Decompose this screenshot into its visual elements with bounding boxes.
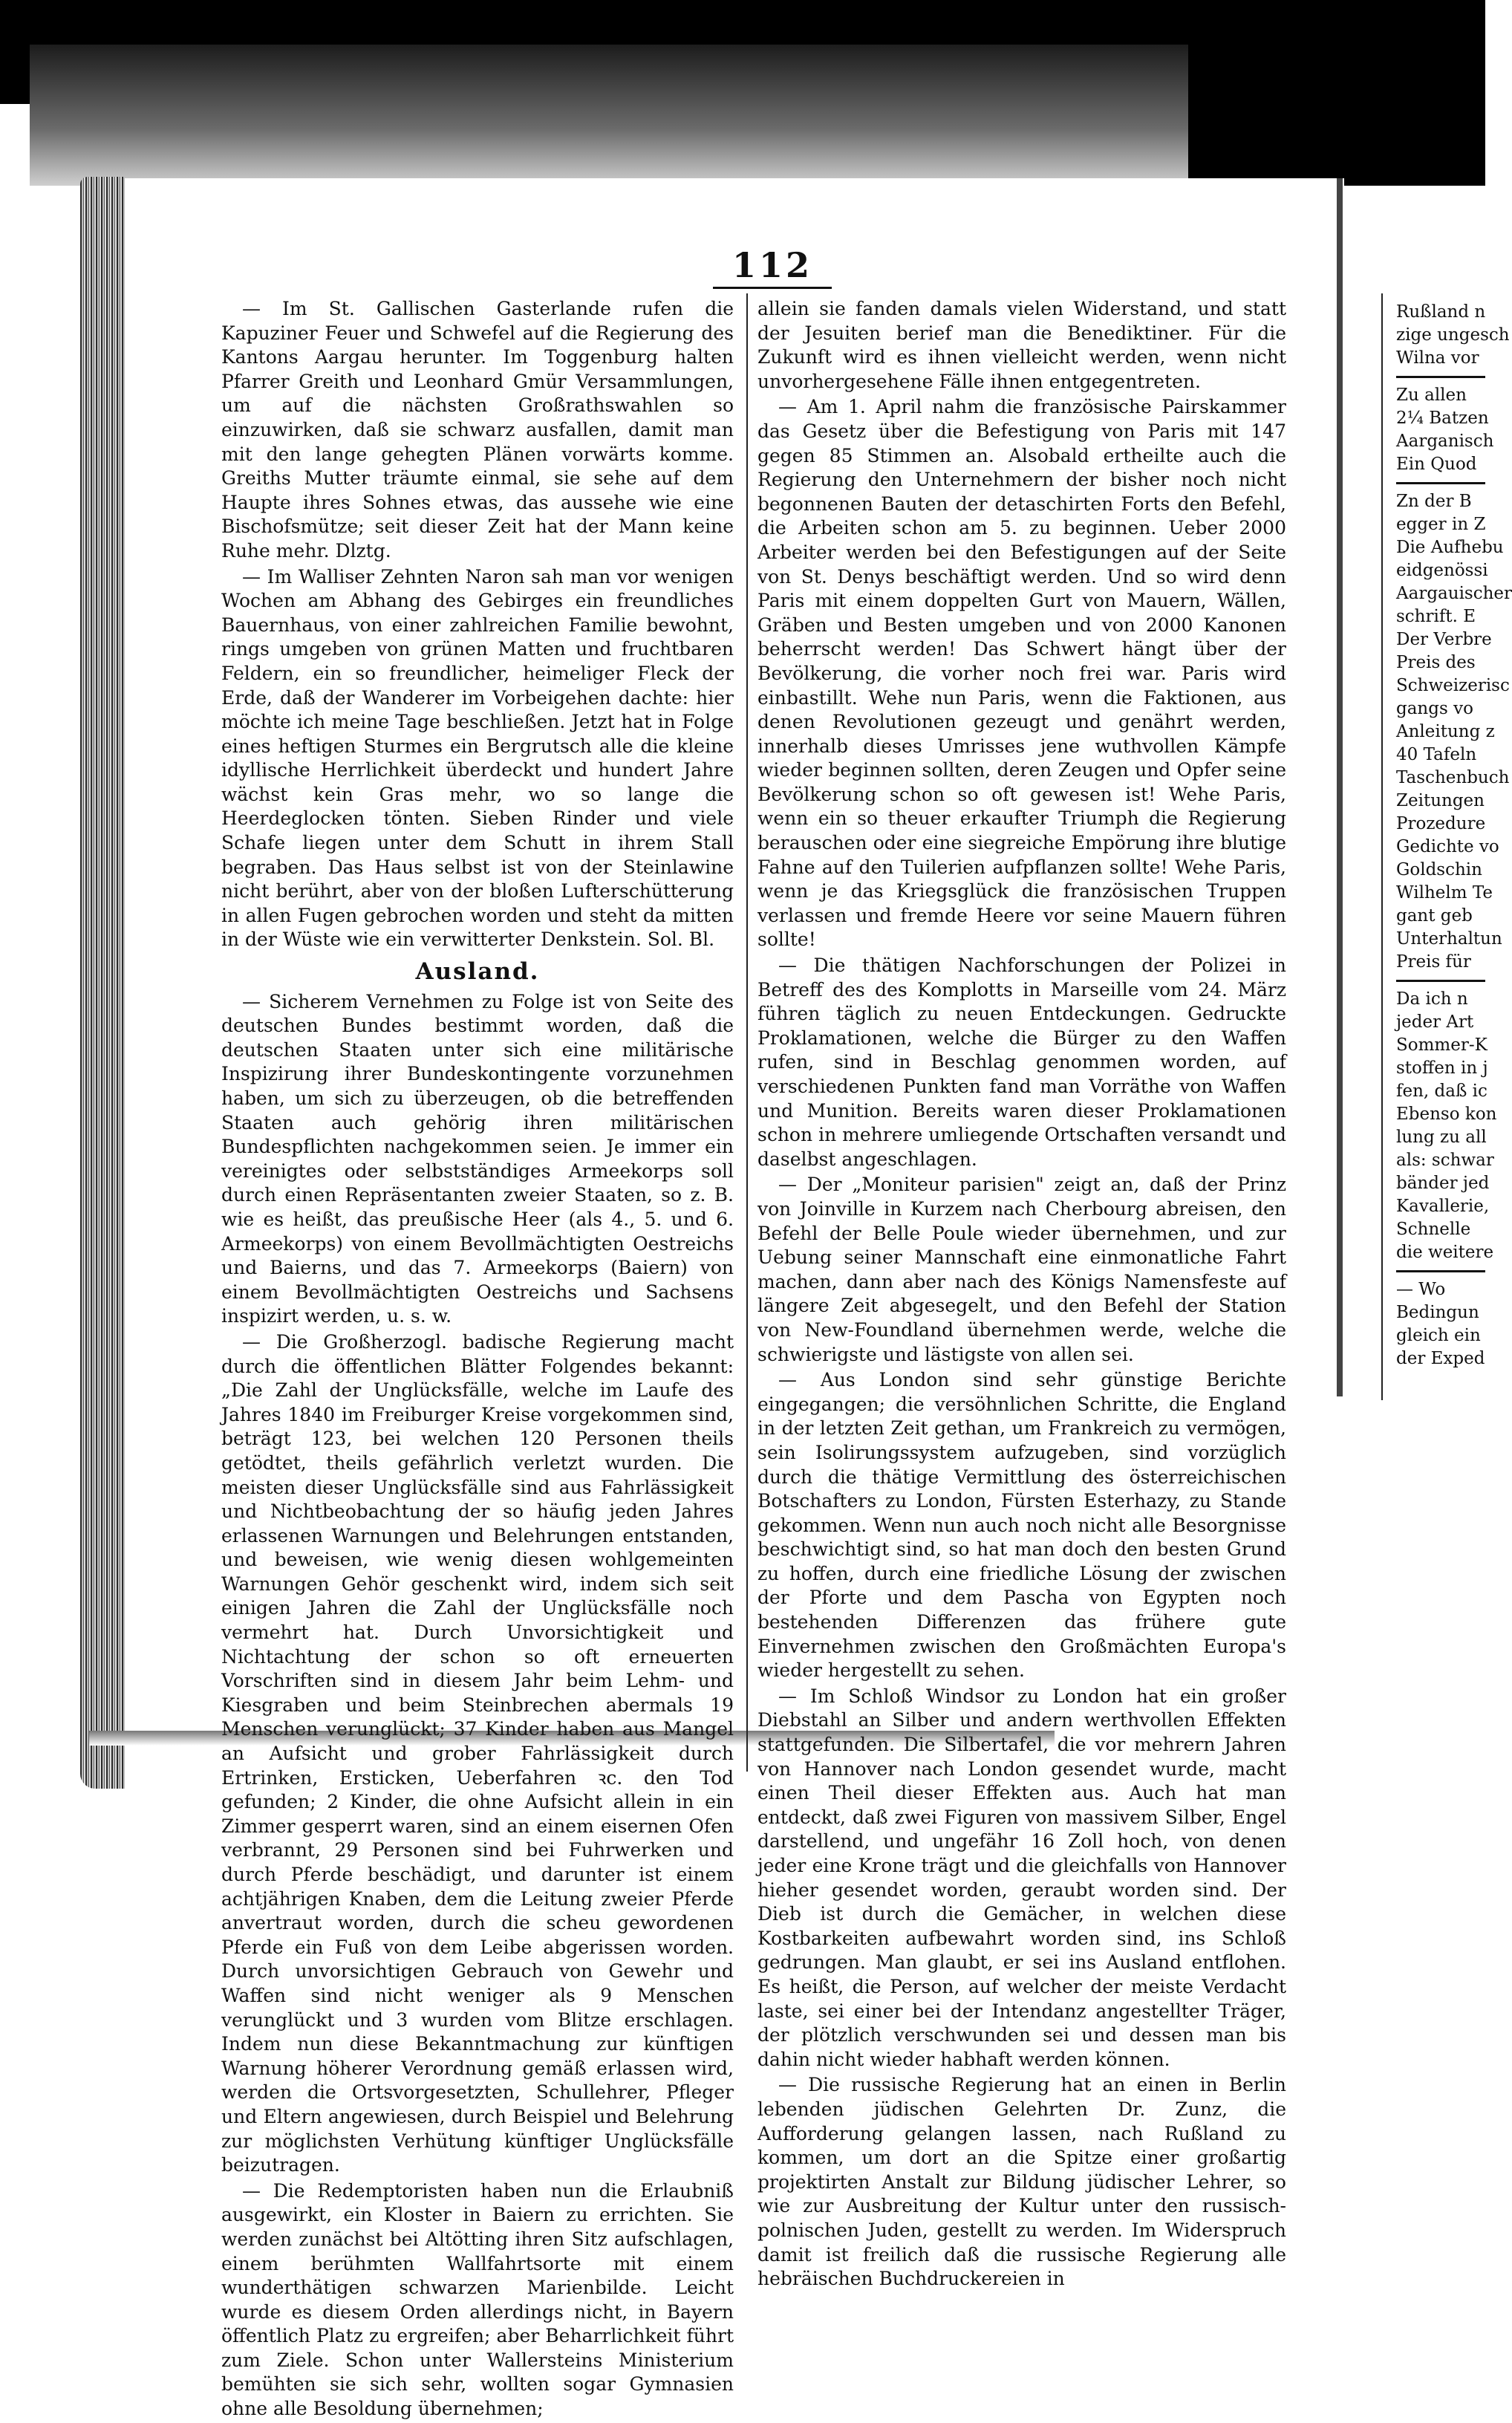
column-rule — [1396, 1270, 1485, 1272]
text-fragment: jeder Art — [1396, 1012, 1474, 1032]
article-paragraph: — Am 1. April nahm die französische Pairskammer das Gesetz über die Befestigung von Paris mit 147 gegen 85 Stimmen an. Alsobald ertheilte auch die Regierung den Unternehmern der bisher noch nicht begonnenen Bauten der detaschirten Forts den Befehl, die Arbeiten schon am 5. zu beginnen. Ueber 2000 Arbeiter werden bei den Befestigungen auf der Seite von St. Denys beschäftigt werden. Und so wird denn Paris mit einem doppelten Gurt von Mauern, Wällen, Gräben und Besten umgeben und von 2000 Kanonen beherrscht werden! Das Schwert hängt über der Bevölkerung, die vorher noch frei war. Paris wird einbastillt. Wehe nun Paris, wenn die Faktionen, aus denen Revolutionen gezeugt und genährt werden, innerhalb dieses Umrisses jene wuthvollen Kämpfe wieder beginnen sollten, deren Zeugen und Opfer seine Bevölkerung schon so oft gewesen ist! Wehe Paris, wenn ein so theuer erkaufter Triumph die Regierung berauschen oder eine siegreiche Empörung ihre blutige Fahne auf den Tuilerien aufpflanzen sollte! Wehe Paris, wenn je das Kriegsglück die französischen Truppen verlassen und fremde Heere vor seine Mauern führen sollte! — [757, 396, 1286, 951]
text-fragment: zige ungesch — [1396, 325, 1510, 345]
text-fragment: gangs vo — [1396, 699, 1473, 718]
section-heading: Ausland. — [415, 958, 540, 986]
article-paragraph: — Die russische Regierung hat an einen in Berlin lebenden jüdischen Gelehrten Dr. Zunz, die Aufforderung gelangen lassen, nach Rußland zu kommen, um dort an die Spitze einer großartig projektirten Anstalt zur Bildung jüdischer Lehrer, so wie zur Ausbreitung der Kultur unter den russisch-polnischen Juden, gestellt zu werden. Im Widerspruch damit ist freilich daß die russische Regierung alle hebräischen Buchdruckereien in — [757, 2074, 1286, 2290]
text-fragment: Wilna vor — [1396, 348, 1479, 368]
text-fragment: Aarganisch — [1396, 432, 1494, 451]
text-fragment: egger in Z — [1396, 515, 1486, 534]
text-fragment: Schweizerisc — [1396, 676, 1510, 695]
text-fragment: als: schwar — [1396, 1151, 1494, 1170]
text-fragment: 40 Tafeln — [1396, 745, 1477, 764]
page-number: 112 — [713, 245, 832, 289]
article-paragraph: — Die thätigen Nachforschungen der Polizei in Betreff des des Komplotts in Marseille vom 24. März führen täglich zu neuen Entdeckungen. Gedruckte Proklamationen, welche die Bürger zu den Waffen rufen, sind in Beschlag genommen worden, auf verschiedenen Punkten fand man Vorräthe von Waffen und Munition. Bereits waren dieser Proklamationen schon in mehrere umliegende Ortschaften versandt und daselbst angeschlagen. — [757, 954, 1286, 1170]
text-fragment: Schnelle — [1396, 1220, 1471, 1239]
text-fragment: Zeitungen — [1396, 791, 1485, 810]
left-column — [221, 297, 734, 2423]
text-fragment: Preis des — [1396, 653, 1476, 672]
column-rule — [1396, 376, 1485, 378]
text-fragment: Prozedure — [1396, 814, 1486, 833]
column-rule — [1396, 980, 1485, 982]
column-rule — [1396, 482, 1485, 484]
article-paragraph: — Aus London sind sehr günstige Berichte eingegangen; die versöhnlichen Schritte, die England in der letzten Zeit gethan, um Frankreich zu vermögen, sein Isolirungssystem aufzugeben, sind vorzüglich durch die thätige Vermittlung des österreichischen Botschafters zu London, Fürsten Esterhazy, zu Stande gekommen. Wenn nun auch noch nicht alle Besorgnisse beschwichtigt sind, so hat man doch den besten Grund zu hoffen, durch eine friedliche Lösung der zwischen der Pforte und dem Pascha von Egypten noch bestehenden Differenzen das frühere gute Einvernehmen zwischen den Großmächten Europa's wieder hergestellt zu sehen. — [757, 1369, 1286, 1682]
text-fragment: Anleitung z — [1396, 722, 1495, 741]
text-fragment: Goldschin — [1396, 860, 1482, 879]
text-fragment: Ein Quod — [1396, 455, 1477, 474]
text-fragment: fen, daß ic — [1396, 1082, 1487, 1101]
middle-column — [757, 297, 1286, 2293]
text-fragment: eidgenössi — [1396, 561, 1488, 580]
text-fragment: Da ich n — [1396, 989, 1468, 1009]
article-paragraph: allein sie fanden damals vielen Widerstand, und statt der Jesuiten berief man die Benediktiner. Für die Zukunft wird es ihnen vielleicht werden, wenn nicht unvorhergesehene Fälle ihnen entgegentreten. — [757, 298, 1286, 392]
text-fragment: Sommer-K — [1396, 1035, 1487, 1055]
text-fragment: Preis für — [1396, 952, 1471, 972]
text-fragment: 2¼ Batzen — [1396, 409, 1489, 428]
text-fragment: Der Verbre — [1396, 630, 1492, 649]
text-fragment: gant geb — [1396, 906, 1473, 926]
text-fragment: Unterhaltun — [1396, 929, 1502, 949]
text-fragment: die weitere — [1396, 1243, 1494, 1262]
text-fragment: schrift. E — [1396, 607, 1476, 626]
article-paragraph: — Die Großherzogl. badische Regierung macht durch die öffentlichen Blätter Folgendes bekannt: „Die Zahl der Unglücksfälle, welche im Laufe des Jahres 1840 im Freiburger Kreise vorgekommen sind, beträgt 123, bei welchen 120 Personen theils getödtet, theils gefährlich verletzt wurden. Die meisten dieser Unglücksfälle sind aus Fahrlässigkeit und Nichtbeobachtung der so häufig jeden Jahres erlassenen Warnungen und Belehrungen entstanden, und beweisen, wie wenig diesen wohlgemeinten Warnungen Gehör geschenkt wird, indem sich seit einigen Jahren die Zahl der Unglücksfälle noch vermehrt hat. Durch Unvorsichtigkeit und Nichtachtung der schon so oft erneuerten Vorschriften sind in diesem Jahr beim Lehm- und Kiesgraben und beim Steinbrechen abermals 19 Menschen verunglückt; 37 Kinder haben aus Mangel an Aufsicht und grober Fahrlässigkeit durch Ertrinken, Ersticken, Ueberfahren ꝛc. den Tod gefunden; 2 Kinder, die ohne Aufsicht allein in ein Zimmer gesperrt waren, sind an einem eisernen Ofen verbrannt, 29 Personen sind bei Fuhrwerken und durch Pferde beschädigt, und darunter ist einem achtjährigen Knaben, dem die Leitung zweier Pferde anvertraut worden, durch die scheu gewordenen Pferde ein Fuß von dem Leibe abgerissen worden. Durch unvorsichtigen Gebrauch von Gewehr und Waffen sind nicht weniger als 9 Menschen verunglückt und 3 wurden vom Blitze erschlagen. Indem nun diese Bekanntmachung zur künftigen Warnung höherer Verordnung gemäß erlassen wird, werden die Ortsvorgesetzten, Schullehrer, Pfleger und Eltern angewiesen, durch Beispiel und Belehrung zur möglichsten Verhütung künftiger Unglücksfälle beizutragen. — [221, 1330, 734, 2176]
text-fragment: der Exped — [1396, 1349, 1485, 1368]
article-paragraph: — Im Schloß Windsor zu London hat ein großer Diebstahl an Silber und andern werthvollen Effekten stattgefunden. Die Silbertafel, die vor mehrern Jahren von Hannover nach London gesendet wurde, macht einen Theil dieser Effekten aus. Auch hat man entdeckt, daß zwei Figuren von massivem Silber, Engel darstellend, und ungefähr 16 Zoll hoch, von denen jeder eine Krone trägt und die gleichfalls von Hannover hieher gesendet worden, geraubt worden sind. Der Dieb ist durch die Gemächer, in welchen diese Kostbarkeiten aufbewahrt worden sind, ins Schloß gedrungen. Man glaubt, er sei ins Ausland entflohen. Es heißt, die Person, auf welcher der meiste Verdacht laste, sei einer bei der Intendanz angestellter Träger, der plötzlich verschwunden sei und dessen man bis dahin nicht wieder habhaft werden können. — [757, 1685, 1286, 2070]
article-paragraph: — Sicherem Vernehmen zu Folge ist von Seite des deutschen Bundes bestimmt worden, daß die deutschen Staaten unter sich eine militärische Inspizirung ihrer Bundeskontingente vorzunehmen haben, um sich zu überzeugen, ob die betreffenden Staaten auch gehörig ihren militärischen Bundespflichten nachgekommen seien. Je immer ein vereinigtes oder selbstständiges Armeekorps soll durch einen Repräsentanten zweier Staaten, so z. B. wie es heißt, das preußische Heer (als 4., 5. und 6. Armeekorps) von einem Bevollmächtigten Oestreichs und Baierns, und das 7. Armeekorps (Baiern) von einem Bevollmächtigten Oestreichs und Sachsens inspizirt werden, u. s. w. — [221, 990, 734, 1327]
text-fragment: Kavallerie, — [1396, 1197, 1490, 1216]
text-fragment: Rußland n — [1396, 302, 1486, 322]
text-fragment: Bedingun — [1396, 1303, 1479, 1322]
scan-top-right-border — [1188, 0, 1485, 186]
text-fragment: Gedichte vo — [1396, 837, 1499, 856]
page-edges — [80, 177, 125, 1789]
text-fragment: bänder jed — [1396, 1174, 1490, 1193]
text-fragment: Aargauischer — [1396, 584, 1512, 603]
right-column-fragments — [1396, 301, 1512, 1370]
text-fragment: Zn der B — [1396, 492, 1472, 511]
text-fragment: Wilhelm Te — [1396, 883, 1493, 902]
text-fragment: Ebenso kon — [1396, 1105, 1497, 1124]
page-gutter — [1337, 178, 1343, 1396]
text-fragment: — Wo — [1396, 1280, 1446, 1299]
text-fragment: Die Aufhebu — [1396, 538, 1504, 557]
scan-top-shadow — [30, 45, 1188, 186]
text-fragment: gleich ein — [1396, 1326, 1481, 1345]
text-fragment: Zu allen — [1396, 386, 1467, 405]
right-column-divider — [1381, 293, 1383, 1400]
column-divider — [746, 293, 748, 1772]
text-fragment: Taschenbuch — [1396, 768, 1510, 787]
text-fragment: lung zu all — [1396, 1128, 1487, 1147]
article-paragraph: — Im St. Gallischen Gasterlande rufen die Kapuziner Feuer und Schwefel auf die Regierung des Kantons Aargau herunter. Im Toggenburg halten Pfarrer Greith und Leonhard Gmür Versammlungen, um auf die nächsten Großrathswahlen so einzuwirken, daß sie schwarz ausfallen, damit man mit den lange gehegten Plänen vorwärts komme. Greiths Mutter träumte einmal, sie sehe auf dem Haupte ihres Sohnes etwas, das aussehe wie eine Bischofsmütze; seit dieser Zeit hat der Mann keine Ruhe mehr. Dlztg. — [221, 298, 734, 562]
article-paragraph: — Die Redemptoristen haben nun die Erlaubniß ausgewirkt, ein Kloster in Baiern zu errichten. Sie werden zunächst bei Altötting ihren Sitz aufschlagen, einem berühmten Wallfahrtsorte mit einem wunderthätigen schwarzen Marienbilde. Leicht wurde es diesem Orden allerdings nicht, in Bayern öffentlich Platz zu ergreifen; aber Beharrlichkeit führt zum Ziele. Schon unter Wallersteins Ministerium bemühten sie sich sehr, wollten sogar Gymnasien ohne alle Besoldung übernehmen; — [221, 2179, 734, 2420]
article-paragraph: — Im Walliser Zehnten Naron sah man vor wenigen Wochen am Abhang des Gebirges ein freundliches Bauernhaus, von einer zahlreichen Familie bewohnt, rings umgeben von grünen Matten und fruchtbaren Feldern, ein so freundlicher, heimeliger Fleck der Erde, daß der Wanderer im Vorbeigehen dachte: hier möchte ich meine Tage beschließen. Jetzt hat in Folge eines heftigen Sturmes ein Bergrutsch alle die kleine idyllische Herrlichkeit überdeckt und hundert Jahre wächst kein Gras mehr, wo so lange die Heerdeglocken tönten. Sieben Rinder und viele Schafe liegen unter dem Schutt in ihrem Stall begraben. Das Haus selbst ist von der Steinlawine nicht berührt, aber von der bloßen Lufterschütterung in allen Fugen gebrochen worden und steht da mitten in der Wüste wie ein verwitterter Denkstein. Sol. Bl. — [221, 565, 734, 951]
article-paragraph: — Der „Moniteur parisien" zeigt an, daß der Prinz von Joinville in Kurzem nach Cherbourg abreisen, den Befehl der Belle Poule wieder übernehmen, und zur Uebung seiner Mannschaft eine einmonatliche Fahrt machen, dann aber nach des Königs Namensfeste auf längere Zeit abgesegelt, und den Befehl der Station von New-Foundland übernehmen werde, welche die schwierigste und lästigste von allen sei. — [757, 1174, 1286, 1365]
text-fragment: stoffen in j — [1396, 1058, 1488, 1078]
